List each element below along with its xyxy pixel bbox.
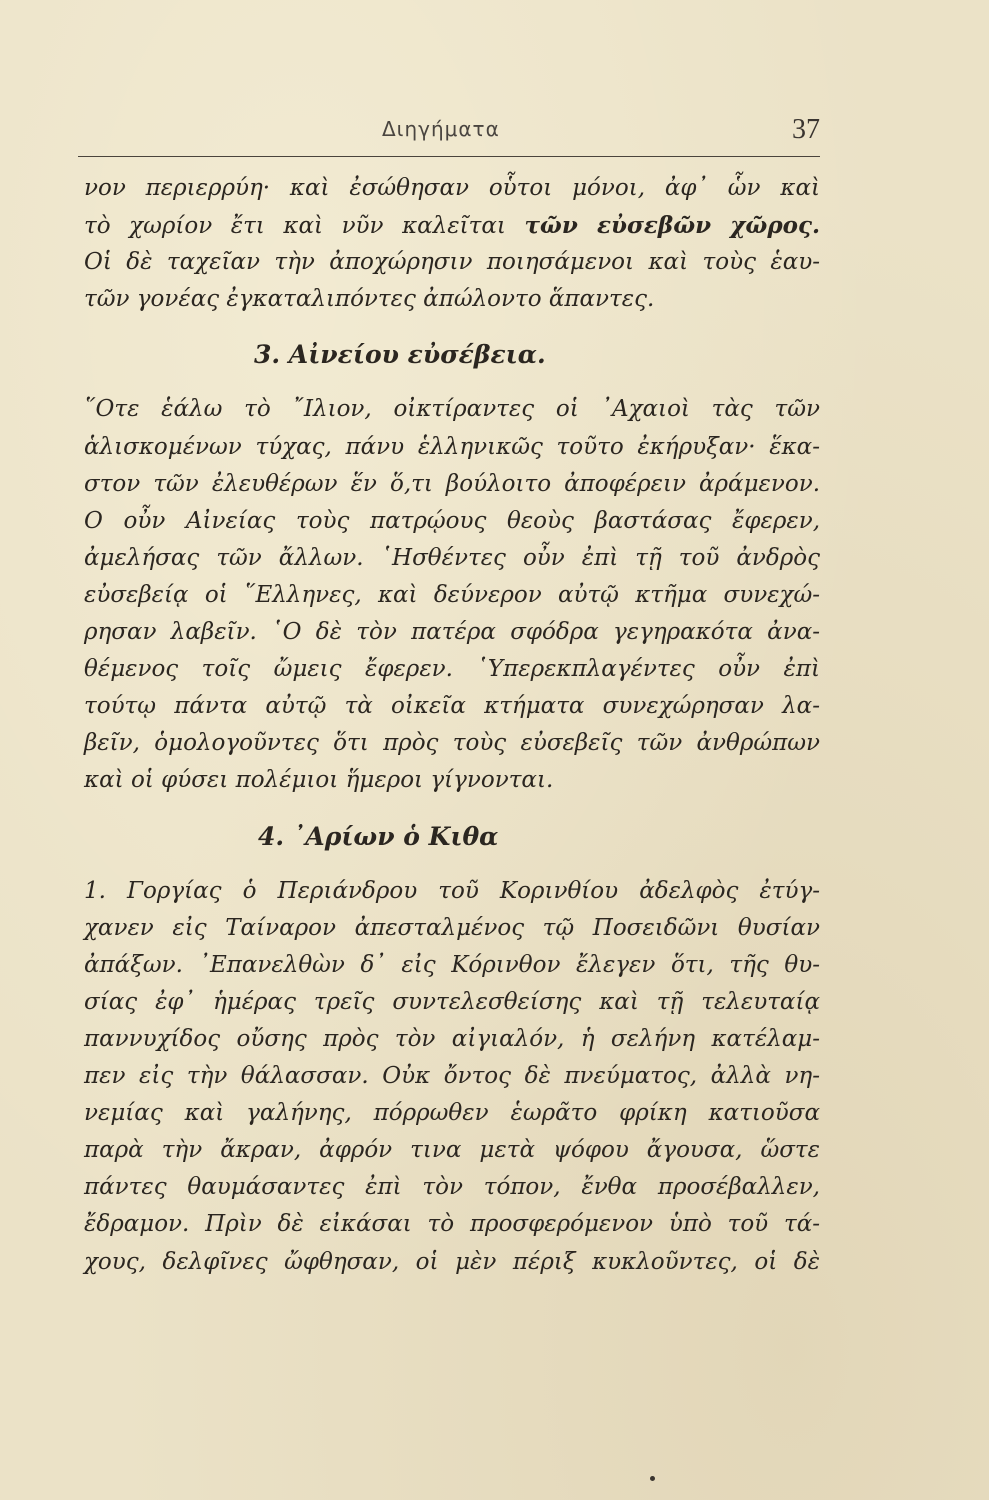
text-line: ἀμελήσας τῶν ἄλλων. ῾Ησθέντες οὖν ἐπὶ τῇ τοῦ ἀνδρὸς [84, 544, 820, 571]
text-line: ῞Οτε ἑάλω τὸ ῎Ιλιον, οἰκτίραντες οἱ ᾿Αχαιοὶ τὰς τῶν [84, 396, 820, 423]
text-line: ἁλισκομένων τύχας, πάνυ ἑλληνικῶς τοῦτο ἐκήρυξαν· ἕκα- [84, 433, 820, 460]
text-line [64, 207, 820, 244]
spacer [64, 318, 820, 336]
text-line: εὐσεβείᾳ οἱ ῞Ελληνες, καὶ δεύνερον αὐτῷ κτῆμα συνεχώ- [84, 581, 820, 608]
spacer [64, 855, 820, 873]
text-line: τούτῳ πάντα αὐτῷ τὰ οἰκεῖα κτήματα συνεχώρησαν λα- [84, 693, 820, 720]
text-line: σίας ἐφ᾽ ἡμέρας τρεῖς συντελεσθείσης καὶ τῇ τελευταίᾳ [84, 988, 820, 1015]
running-title: Διηγήματα [382, 117, 500, 141]
body-text [64, 170, 820, 1281]
text-line: τῶν γονέας ἐγκαταλιπόντες ἀπώλοντο ἅπαντες. [84, 286, 655, 313]
text-line: 1. Γοργίας ὁ Περιάνδρου τοῦ Κορινθίου ἀδελφὸς ἐτύγ- [84, 877, 820, 904]
text-line: νεμίας καὶ γαλήνης, πόρρωθεν ἑωρᾶτο φρίκη κατιοῦσα [84, 1100, 820, 1127]
spacer [64, 800, 820, 818]
ink-speck [650, 1476, 655, 1481]
page-number: 37 [792, 114, 820, 145]
text-line: Ο οὖν Αἰνείας τοὺς πατρῴους θεοὺς βαστάσας ἔφερεν, [84, 507, 820, 534]
header-rule [78, 156, 820, 157]
text-line: στον τῶν ἐλευθέρων ἕν ὅ,τι βούλοιτο ἀποφέρειν ἀράμενον. [84, 470, 820, 497]
text-line: παννυχίδος οὔσης πρὸς τὸν αἰγιαλόν, ἡ σελήνη κατέλαμ- [84, 1025, 820, 1052]
running-head [0, 114, 820, 147]
text-line: ἀπάξων. ᾿Επανελθὼν δ᾽ εἰς Κόρινθον ἔλεγεν ὅτι, τῆς θυ- [84, 951, 820, 978]
text-line: ἔδραμον. Πρὶν δὲ εἰκάσαι τὸ προσφερόμενον ὑπὸ τοῦ τά- [84, 1211, 820, 1238]
text-span: τὸ χωρίον ἔτι καὶ νῦν καλεῖται [84, 213, 525, 240]
text-line: χανεν εἰς Ταίναρον ἀπεσταλμένος τῷ Ποσειδῶνι θυσίαν [84, 914, 820, 941]
text-line: καὶ οἱ φύσει πολέμιοι ἥμεροι γίγνονται. [84, 767, 554, 794]
text-line: ρησαν λαβεῖν. ῾Ο δὲ τὸν πατέρα σφόδρα γεγηρακότα ἀνα- [84, 619, 820, 646]
bold-phrase: τῶν εὐσεβῶν χῶρος. [524, 212, 820, 240]
text-line: θέμενος τοῖς ὤμεις ἔφερεν. ῾Υπερεκπλαγέντες οὖν ἐπὶ [84, 656, 820, 683]
text-line: παρὰ τὴν ἄκραν, ἀφρόν τινα μετὰ ψόφου ἄγουσα, ὥστε [84, 1137, 820, 1164]
text-line: πεν εἰς τὴν θάλασσαν. Οὐκ ὄντος δὲ πνεύματος, ἀλλὰ νη- [84, 1063, 820, 1090]
section-heading-3: 3. Αἰνείου εὐσέβεια. [254, 340, 546, 370]
text-line: βεῖν, ὁμολογοῦντες ὅτι πρὸς τοὺς εὐσεβεῖς τῶν ἀνθρώπων [84, 730, 820, 757]
text-line: χους, δελφῖνες ὤφθησαν, οἱ μὲν πέριξ κυκλοῦντες, οἱ δὲ [84, 1248, 820, 1275]
section-heading-4: 4. ᾿Αρίων ὁ Κιθα [258, 821, 499, 851]
text-line: νον περιερρύη· καὶ ἐσώθησαν οὗτοι μόνοι, ἀφ᾽ ὧν καὶ [84, 175, 820, 201]
spacer [64, 373, 820, 391]
text-line: πάντες θαυμάσαντες ἐπὶ τὸν τόπον, ἔνθα προσέβαλλεν, [84, 1174, 820, 1201]
text-line: Οἱ δὲ ταχεῖαν τὴν ἀποχώρησιν ποιησάμενοι καὶ τοὺς ἑαυ- [84, 249, 820, 276]
